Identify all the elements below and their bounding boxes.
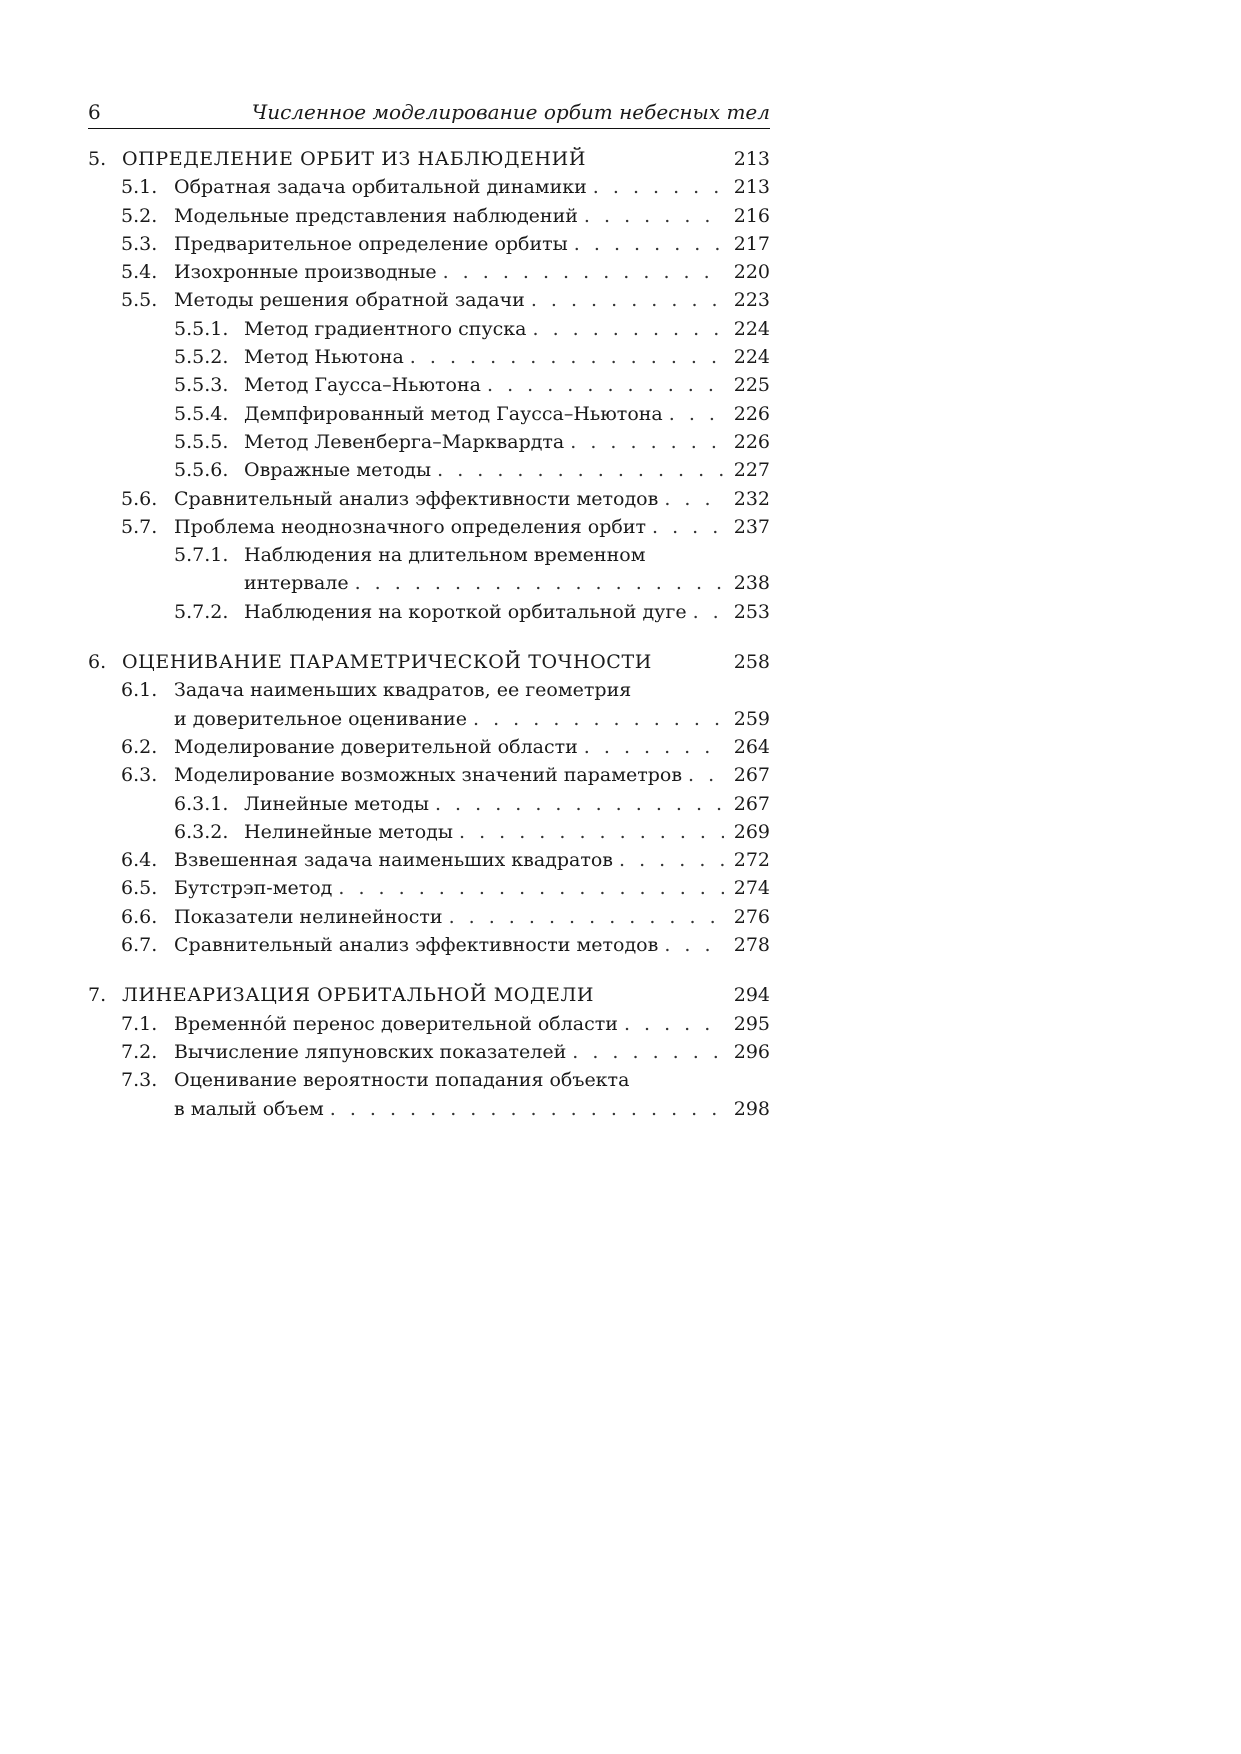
toc-entry-page: 213	[733, 176, 770, 199]
toc-entry-page: 237	[733, 515, 770, 538]
toc-entry-number: 5.5.3.	[174, 374, 229, 397]
toc-entry-page: 259	[733, 707, 770, 730]
toc-entry-page: 269	[733, 820, 770, 843]
toc-subsection[interactable]	[88, 371, 770, 399]
toc-entry-title: Временно́й перенос доверительной области	[174, 1012, 618, 1035]
toc-entry-title-line: Оценивание вероятности попадания объекта	[174, 1069, 630, 1092]
toc-entry-page: 294	[733, 984, 770, 1007]
toc-section[interactable]	[88, 676, 770, 733]
toc-entry-number: 5.7.	[121, 515, 158, 538]
toc-entry-title: Сравнительный анализ эффективности методов	[174, 934, 659, 957]
dot-leader	[410, 343, 724, 371]
dot-leader	[355, 569, 724, 597]
toc-chapter[interactable]	[88, 981, 770, 1009]
chapter-spacer	[88, 959, 770, 981]
toc-section[interactable]	[88, 1066, 770, 1123]
dot-leader	[619, 846, 724, 874]
toc-section[interactable]	[88, 733, 770, 761]
toc-section[interactable]	[88, 846, 770, 874]
toc-section[interactable]	[88, 230, 770, 258]
dot-leader	[624, 1010, 724, 1038]
toc-entry-page: 224	[733, 346, 770, 369]
toc-entry-number: 5.4.	[121, 261, 158, 284]
toc-entry-number: 5.6.	[121, 487, 158, 510]
toc-entry-page: 220	[733, 261, 770, 284]
toc-entry-title: ОПРЕДЕЛЕНИЕ ОРБИТ ИЗ НАБЛЮДЕНИЙ	[122, 148, 587, 170]
toc-entry-number: 6.	[88, 651, 107, 674]
toc-section[interactable]	[88, 513, 770, 541]
toc-entry-title: Метод Ньютона	[244, 346, 404, 369]
toc-entry-number: 7.1.	[121, 1012, 158, 1035]
toc-entry-page: 267	[733, 792, 770, 815]
toc-entry-title: Линейные методы	[244, 792, 429, 815]
toc-entry-page: 226	[733, 402, 770, 425]
toc-section[interactable]	[88, 761, 770, 789]
toc-entry-title: Моделирование возможных значений параметров	[174, 764, 683, 787]
toc-entry-title: Вычисление ляпуновских показателей	[174, 1040, 567, 1063]
toc-entry-number: 5.5.5.	[174, 430, 229, 453]
toc-entry-page: 225	[733, 374, 770, 397]
toc-subsection[interactable]	[88, 818, 770, 846]
toc-entry-number: 5.5.	[121, 289, 158, 312]
dot-leader	[584, 733, 724, 761]
toc-entry-number: 6.3.	[121, 764, 158, 787]
chapter-spacer	[88, 626, 770, 648]
toc-entry-title: Взвешенная задача наименьших квадратов	[174, 849, 614, 872]
toc-entry-number: 6.4.	[121, 849, 158, 872]
toc-entry-title: в малый объем	[174, 1097, 324, 1120]
toc-entry-page: 274	[733, 877, 770, 900]
running-title: Численное моделирование орбит небесных тел	[251, 100, 770, 124]
toc-section[interactable]	[88, 173, 770, 201]
toc-section[interactable]	[88, 258, 770, 286]
dot-leader	[664, 485, 724, 513]
toc-entry-page: 216	[733, 204, 770, 227]
dot-leader	[330, 1095, 724, 1123]
toc-entry-title: Бутстрэп-метод	[174, 877, 333, 900]
dot-leader	[574, 230, 724, 258]
dot-leader	[338, 874, 724, 902]
toc-entry-number: 5.1.	[121, 176, 158, 199]
toc-section[interactable]	[88, 903, 770, 931]
dot-leader	[473, 705, 724, 733]
toc-entry-title: ОЦЕНИВАНИЕ ПАРАМЕТРИЧЕСКОЙ ТОЧНОСТИ	[122, 651, 652, 674]
toc-entry-title: Наблюдения на короткой орбитальной дуге	[244, 600, 687, 623]
toc-entry-title: Показатели нелинейности	[174, 905, 443, 928]
toc-entry-number: 7.	[88, 984, 107, 1007]
toc-section[interactable]	[88, 202, 770, 230]
toc-entry-page: 267	[733, 764, 770, 787]
toc-entry-number: 6.1.	[121, 679, 158, 702]
toc-entry-title: Методы решения обратной задачи	[174, 289, 525, 312]
toc-entry-number: 6.3.1.	[174, 792, 229, 815]
dot-leader	[593, 173, 724, 201]
dot-leader	[437, 456, 724, 484]
dot-leader	[688, 761, 724, 789]
dot-leader	[487, 371, 724, 399]
toc-entry-title: Нелинейные методы	[244, 820, 453, 843]
dot-leader	[449, 903, 724, 931]
dot-leader	[570, 428, 724, 456]
dot-leader	[584, 202, 724, 230]
toc-section[interactable]	[88, 1010, 770, 1038]
toc-entry-page: 226	[733, 430, 770, 453]
toc-entry-page: 224	[733, 317, 770, 340]
dot-leader	[669, 400, 724, 428]
running-header	[88, 98, 770, 129]
toc-entry-title: Демпфированный метод Гаусса–Ньютона	[244, 402, 663, 425]
toc-entry-page: 232	[733, 487, 770, 510]
toc-entry-title-line: Задача наименьших квадратов, ее геометрия	[174, 679, 632, 702]
toc-section[interactable]	[88, 874, 770, 902]
toc-section[interactable]	[88, 1038, 770, 1066]
toc-entry-page: 238	[733, 572, 770, 595]
toc-entry-title-line: Наблюдения на длительном временном	[244, 544, 646, 567]
toc-entry-number: 5.5.6.	[174, 459, 229, 482]
toc-entry-title: Модельные представления наблюдений	[174, 204, 578, 227]
toc-entry-title: и доверительное оценивание	[174, 707, 467, 730]
toc-entry-number: 5.7.1.	[174, 544, 229, 567]
toc-entry-page: 295	[733, 1012, 770, 1035]
toc-subsection[interactable]	[88, 456, 770, 484]
toc-entry-title: Овражные методы	[244, 459, 432, 482]
toc-subsection[interactable]	[88, 343, 770, 371]
toc-entry-page: 213	[733, 148, 770, 170]
toc-entry-page: 258	[733, 651, 770, 674]
toc-subsection[interactable]	[88, 428, 770, 456]
toc-entry-page: 264	[733, 735, 770, 758]
toc-section[interactable]	[88, 286, 770, 314]
toc-subsection[interactable]	[88, 315, 770, 343]
dot-leader	[459, 818, 724, 846]
toc-entry-number: 6.5.	[121, 877, 158, 900]
dot-leader	[532, 315, 724, 343]
toc-entry-number: 5.3.	[121, 232, 158, 255]
toc-entry-number: 5.5.2.	[174, 346, 229, 369]
toc-section[interactable]	[88, 485, 770, 513]
toc-entry-number: 6.6.	[121, 905, 158, 928]
table-of-contents	[88, 145, 770, 1123]
toc-entry-page: 223	[733, 289, 770, 312]
toc-entry-page: 227	[733, 459, 770, 482]
dot-leader	[652, 513, 724, 541]
toc-entry-title: Проблема неоднозначного определения орбит	[174, 515, 647, 538]
toc-entry-title: интервале	[244, 572, 349, 595]
toc-entry-number: 6.2.	[121, 735, 158, 758]
toc-entry-title: Обратная задача орбитальной динамики	[174, 176, 587, 199]
toc-entry-title: Метод градиентного спуска	[244, 317, 527, 340]
toc-entry-title: ЛИНЕАРИЗАЦИЯ ОРБИТАЛЬНОЙ МОДЕЛИ	[122, 984, 595, 1007]
toc-section[interactable]	[88, 931, 770, 959]
toc-chapter[interactable]	[88, 648, 770, 676]
toc-entry-page: 296	[733, 1040, 770, 1063]
dot-leader	[435, 790, 724, 818]
toc-entry-number: 7.3.	[121, 1069, 158, 1092]
toc-subsection[interactable]	[88, 541, 770, 598]
toc-entry-page: 217	[733, 232, 770, 255]
toc-entry-number: 5.5.4.	[174, 402, 229, 425]
toc-entry-title: Сравнительный анализ эффективности методов	[174, 487, 659, 510]
dot-leader	[572, 1038, 724, 1066]
toc-entry-title: Изохронные производные	[174, 261, 437, 284]
toc-entry-title: Метод Гаусса–Ньютона	[244, 374, 481, 397]
toc-subsection[interactable]	[88, 400, 770, 428]
toc-entry-number: 5.5.1.	[174, 317, 229, 340]
toc-subsection[interactable]	[88, 790, 770, 818]
dot-leader	[693, 598, 724, 626]
toc-entry-page: 272	[733, 849, 770, 872]
toc-entry-number: 5.2.	[121, 204, 158, 227]
toc-entry-page: 253	[733, 600, 770, 623]
toc-entry-title: Предварительное определение орбиты	[174, 232, 568, 255]
toc-entry-title: Моделирование доверительной области	[174, 735, 578, 758]
toc-entry-number: 5.	[88, 148, 107, 170]
toc-entry-page: 276	[733, 905, 770, 928]
dot-leader	[443, 258, 724, 286]
toc-entry-page: 298	[733, 1097, 770, 1120]
toc-entry-number: 5.7.2.	[174, 600, 229, 623]
page-number: 6	[88, 100, 101, 124]
toc-entry-page: 278	[733, 934, 770, 957]
toc-entry-number: 6.7.	[121, 934, 158, 957]
toc-subsection[interactable]	[88, 598, 770, 626]
dot-leader	[531, 286, 724, 314]
toc-entry-number: 7.2.	[121, 1040, 158, 1063]
toc-chapter[interactable]	[88, 145, 770, 173]
toc-entry-title: Метод Левенберга–Марквардта	[244, 430, 565, 453]
toc-entry-number: 6.3.2.	[174, 820, 229, 843]
dot-leader	[664, 931, 724, 959]
